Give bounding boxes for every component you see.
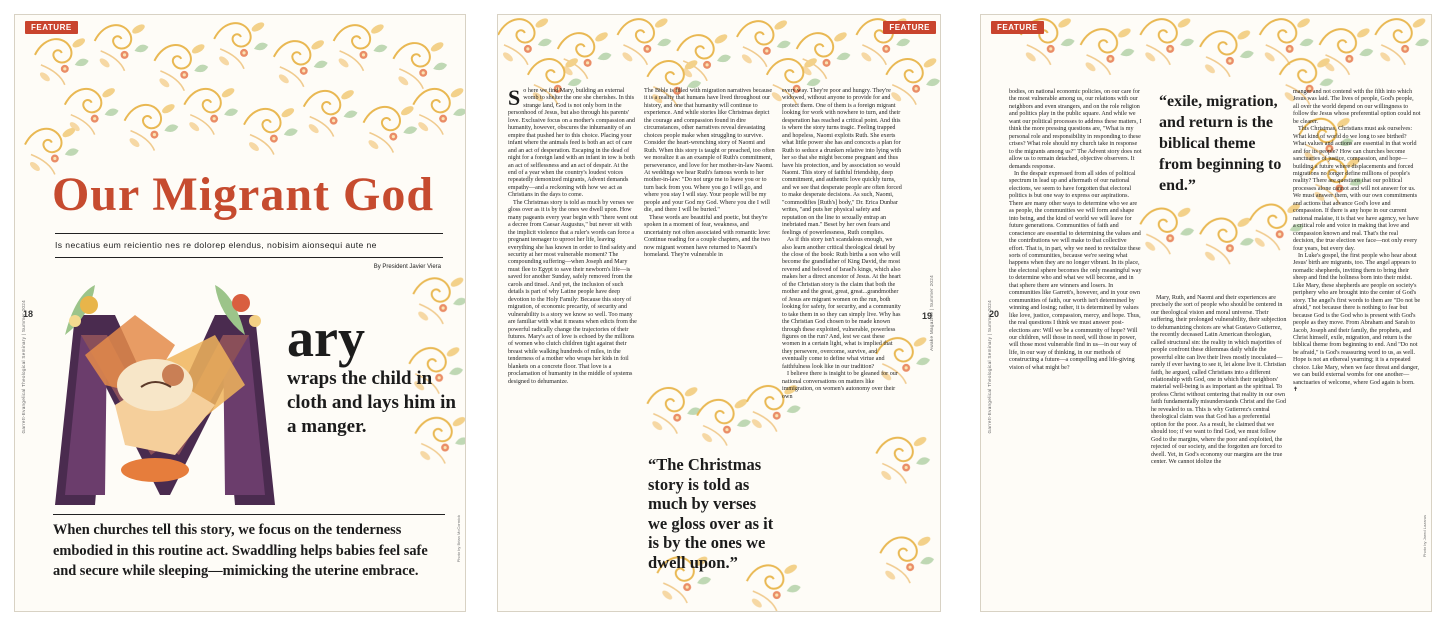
paragraph: This Christmas, Christians must ask ourselves: What kind of world do we long to see birthed? What values and actions are essential in that world and for its people? How can churches become sanctuaries of justice, compassion, and hope—building a future where displacements and forced migrations no longer define millions of people's reality? There are questions that our political processes alone cannot and will not answer for us. We must answer them, with our own commitments and actions that advance God's love and compassion. If there is any hope in our current national malaise, it is that we have agency, we have a critical role and voice in making that love and compassion known and real. That's the real decision, the true election we face—not only every four years, but every day. <box>1293 126 1419 252</box>
body-column-2 <box>644 88 776 259</box>
subtitle-rule <box>55 257 443 258</box>
paragraph: These words are beautiful and poetic, but they're spoken in a moment of fear, weakness, and uncertainty not often associated with romantic love: Continue reading for a couple chapters, and the two now migrant women have returned to Naomi's homeland. They're vulnerable in <box>644 214 771 258</box>
feature-tag: FEATURE <box>883 21 936 34</box>
paragraph: In Luke's gospel, the first people who hear about Jesus' birth are migrants, too. The angel appears to nomadic shepherds, inviting them to bring their sheep and find the holiness born into their midst. Like Mary, these shepherds are people on society's periphery who are brought into the center of God's story. The angel's first words to them are "Do not be afraid," not because there is nothing to fear but because God is the God who is present with God's people as they move. From Abraham and Sarah to Jacob, Joseph and their family, the prophets, and Christ himself, exile, migration, and return is the biblical theme from beginning to end. And "Do not be afraid," is God's reassuring word to us, as well. Hope is not an ethereal yearning; it is a repeated choice. Like Mary, when we face threat and danger, we can build external wombs for one another—sanctuaries of welcome, where God again is born. ✝ <box>1293 252 1421 394</box>
drop-cap: S <box>508 85 521 110</box>
body-column-3 <box>782 88 902 401</box>
page-number: 18 <box>23 309 34 319</box>
drop-word: ary <box>287 308 365 368</box>
page-number: 19 <box>921 311 932 321</box>
deck-text: When churches tell this story, we focus on the tenderness embodied in this routine act. Swaddling helps babies feel safe and secure while sleeping—mimicking the uterine embrace. <box>53 522 428 579</box>
paragraph: As if this story isn't scandalous enough, we also learn another critical theological detail by the close of the book: Ruth births a son who will become the grandfather of King David, the most revered and beloved of Israel's kings, which also makes her a direct ancestor of Jesus. At the heart of the Christian story is the claim that both the mother and the great, great, great...grandmother of Jesus are migrant women on the run, both looking for safety, for security, and a community to take them in so they can simply live. Why has the Christian God chosen to be made known through these exploited, vulnerable, powerless figures on the run? And, lest we cast these women in a certain light, what is implied that they persevere, overcome, survive, and eventually come to define what virtue and faithfulness look like in our tradition? <box>782 237 901 370</box>
paragraph: Mary, Ruth, and Naomi and their experiences are precisely the sort of people who should be centered in our theological vision and moral universe. Their suffering, their prolonged vulnerability, their subjection to dehumanizing choices are what Gustavo Gutierrez, the recently deceased Latin American theologian, called structural sin: the reality in which majorities of people confront these dilemmas daily while the powerful elite can live their lives mostly inoculated—rarely if ever having to see it, let alone live it. Christian faith, he argued, called Christians into a different relationship with God, one in which their neighbors' material well-being is as important as the spiritual. To profess Christ without centering that reality in our own faith fundamentally misunderstands Christ and the God he revealed to us. This is why Gutierrez's central theological claim was that God has a preferential option for the poor. As a result, he claimed that we should too; if we want to find God, we must follow God to the margins, where the poor and exploited, the rejected of our society, and the forgotten are forced to dwell. Yet, in God's economy our margins are the true center. We cannot idolize the <box>1151 295 1287 465</box>
title-rule <box>55 233 443 234</box>
pull-quote: “The Christmas story is told as much by verses we gloss over as it is by the ones we dwell upon.” <box>648 455 774 572</box>
paragraph: every way. They're poor and hungry. They're widowed, without anyone to provide for and protect them. One of them is a foreign migrant looking for work with nowhere to turn, and their desperation has reached a critical point. And this is where the story turns tragic. Feeling trapped and hopeless, Naomi exploits Ruth. She exerts what little power she has and concocts a plan for Ruth to seduce a drunken relative into lying with her so that she might become pregnant and thus have his protection, and by association so would Naomi. This story of faithful friendship, deep commitment, and authentic love quickly turns, and we see that desperate people are often forced to make desperate decisions. As such, Naomi, "commodifies [Ruth's] body," Dr. Erica Dunbar writes, "and puts her physical safety and reputation on the line to sexually entrap an inebriated man." Beset by her own fears and feelings of powerlessness, Ruth complies. <box>782 88 902 236</box>
running-head: Awake Magazine | Summer 2024 <box>929 275 934 351</box>
page-19 <box>497 14 941 612</box>
running-head: Garrett-Evangelical Theological Seminary | Summer 2024 <box>21 300 26 434</box>
page-18 <box>14 14 466 612</box>
photo-credit: Photo by Brian McCormick <box>456 515 461 563</box>
body-column-2 <box>1151 295 1287 466</box>
paragraph: I believe there is insight to be gleaned for our national conversations on matters like immigration, on women's autonomy over their own <box>782 371 898 400</box>
paragraph: o here we find Mary, building an external womb to shelter the one she cherishes. In this strange land, God is not only born in the personhood of Jesus, but also through his parents' love. Exclusive focus on a mother's compassion and humanity, however, obscures the inhumanity of an empire that pushed her to this choice. Placing your infant where the animals feed is both an act of care and an act of desperation. Escaping in the dead of night for a foreign land with an infant in tow is both an act of selflessness and an act of despair. At the end of a year when the country's loudest voices repeatedly demonized migrants, Advent demands empathy—and a reckoning with how we act as Christians in the days to come. <box>508 88 636 199</box>
paragraph: In the despair expressed from all sides of political spectrum in lead up and aftermath of our national elections, we seem to have forgotten that electoral politics is but one way to express our aspirations. There are many other ways to determine who we are as people, the communities we will form and shape into being, and the kind of world we will leave for future generations. Communities of faith and conscience are essential to determining the values and the contributions we will make to that collective effort. That is, in part, why we need to revitalize these sorts of communities, because we're seeing what happens when they are no longer vibrant. In its place, the electoral sphere becomes the only meaningful way to determine who and what we will become, and in that sphere there are winners and losers. In communities like Garrett's, however, and in your own communities of faith, our worth isn't determined by winning and losing; rather, it is determined by values like love, justice, compassion, mercy, and hope. Thus, the real questions I think we must answer post-elections are: Will we be a community of hope? Will our children, will those in need, will those in power, will those most vulnerable find in us—in our way of life, in our way of thinking, in our methods of constructing a future—a compelling and life-giving vision of what might be? <box>1009 170 1142 371</box>
byline: By President Javier Viera <box>373 264 441 270</box>
feature-tag: FEATURE <box>991 21 1044 34</box>
page-number: 20 <box>989 309 1000 319</box>
running-head: Garrett-Evangelical Theological Seminary | Summer 2024 <box>987 300 992 434</box>
pull-quote: “exile, migration, and return is the biblical theme from beginning to end.” <box>1159 93 1282 194</box>
article-title: Our Migrant God <box>51 168 435 221</box>
illuminated-m-illustration <box>45 275 285 515</box>
photo-credit: Photo by Jared Lazarus <box>1422 515 1427 558</box>
paragraph: bodies, on national economic policies, on our care for the most vulnerable among us, our relations with our neighbors and even strangers, and on the role religion and politics play in the public square. And while we want our political processes to address these matters, I think the more pressing questions are, "What is my personal role and responsibility in responding to these crises? What role should my church take in response to the migrants among us?" The Advent story does not allow us to remain detached, objective observers. It demands response. <box>1009 89 1142 170</box>
paragraph: The Bible is filled with migration narratives because it is a reality that humans have lived throughout our history, and one that humanity will continue to experience. And while stories like Christmas depict the courage and compassion found in dire circumstances, other narratives reveal devastating choices people make when struggling to survive. Consider the heart-wrenching story of Naomi and Ruth. When this story is taught or preached, too often we moralize it as an example of Ruth's commitment, perseverance, and love for her mother-in-law Naomi. At weddings we hear Ruth's famous words to her mother-in-law: "Do not urge me to leave you or to turn back from you. Where you go I will go, and where you stay I will stay. Your people will be my people and your God my God. Where you die I will die, and there I will be buried." <box>644 88 775 214</box>
body-column-1 <box>1009 89 1143 372</box>
paragraph: The Christmas story is told as much by verses we gloss over as it is by the ones we dwell upon. How many pageants every year begin with "there went out a decree from Caesar Augustus," but never sit with the implicit violence that a ruler's words can force a pregnant teenager to uproot her life, leaving everything she has known in order to find safety and security at her most vulnerable moment? The compounding suffering—when Joseph and Mary must flee to Egypt to save their newborn's life—is saved for another Sunday, safely removed from the carols and tinsel. And yet, the inclusion of such details is part of why Latine people have deep devotion to the Holy Family: Because this story of migration, of economic precarity, of security and vulnerability is a story we know so well. Too many are familiar with what it means when edicts from the powerful radically change the trajectories of their futures. Mary's act of love is echoed by the millions of women who clutch children tight against their breast while walking hundreds of miles, in the tenderness of a mother who wraps her kids in foil blankets on a concrete floor. That love is a proclamation of humanity in the middle of systems designed to dehumanize. <box>508 199 638 385</box>
body-column-1 <box>508 85 638 386</box>
lede-text: wraps the child in cloth and lays him in a manger. <box>287 368 456 437</box>
article-subtitle: Is necatius eum reicientio nes re dolorep elendus, nobisim aionsequi aute ne <box>55 240 377 250</box>
paragraph: manger and not contend with the filth into which Jesus was laid. The lives of people, God's people, all over the world depend on our willingness to follow the Jesus whose preferential option could not be clearer. <box>1293 89 1421 125</box>
feature-tag: FEATURE <box>25 21 78 34</box>
deck-rule <box>53 514 445 515</box>
page-20 <box>980 14 1432 612</box>
body-column-3 <box>1293 89 1421 395</box>
